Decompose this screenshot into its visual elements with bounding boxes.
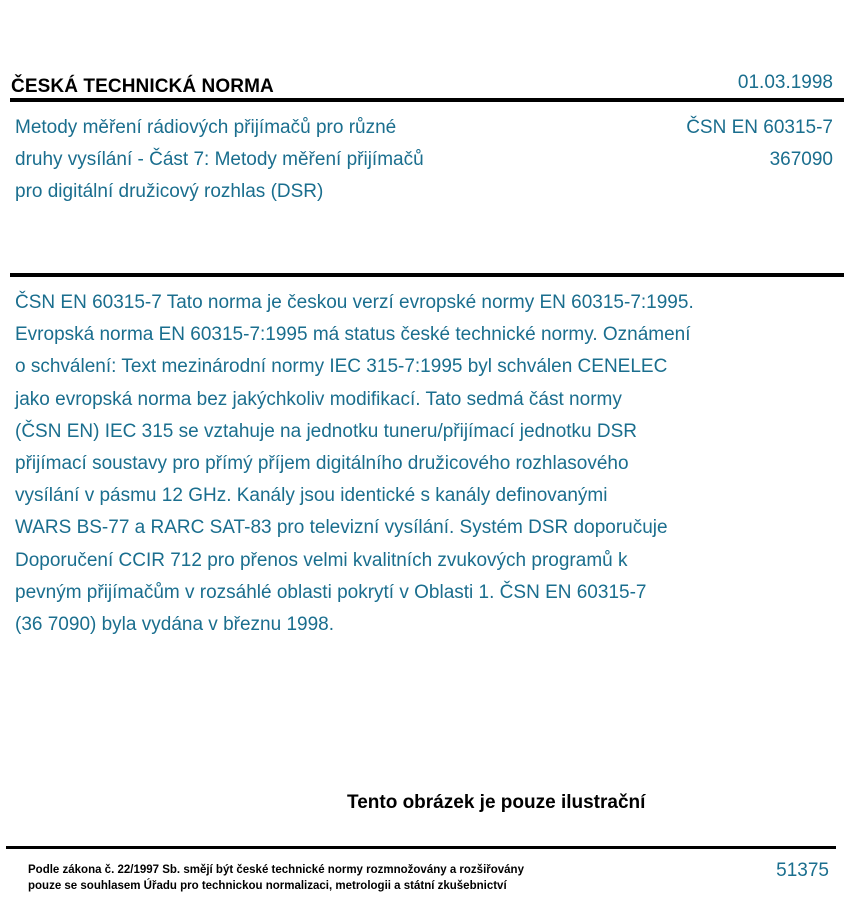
section-rule [10, 273, 844, 277]
abstract-line: přijímací soustavy pro přímý příjem digitálního družicového rozhlasového [15, 453, 629, 475]
title-line-3: pro digitální družicový rozhlas (DSR) [15, 181, 324, 202]
abstract-line: WARS BS-77 a RARC SAT-83 pro televizní vysílání. Systém DSR doporučuje [15, 517, 668, 539]
legal-notice [28, 862, 524, 894]
abstract-line: Evropská norma EN 60315-7:1995 má status české technické normy. Oznámení [15, 324, 691, 346]
standard-number: ČSN EN 60315-7 [686, 117, 833, 138]
legal-line: pouze se souhlasem Úřadu pro technickou normalizaci, metrologii a státní zkušebnictví [28, 880, 507, 892]
title-line-2: druhy vysílání - Část 7: Metody měření přijímačů [15, 149, 424, 170]
abstract [15, 287, 805, 641]
publication-date: 01.03.1998 [737, 72, 833, 93]
header-rule [10, 98, 844, 102]
footer-rule [6, 846, 836, 849]
abstract-line: jako evropská norma bez jakýchkoliv modifikací. Tato sedmá část normy [15, 388, 622, 410]
title-line-1: Metody měření rádiových přijímačů pro různé [15, 117, 397, 138]
abstract-line: pevným přijímačům v rozsáhlé oblasti pokrytí v Oblasti 1. ČSN EN 60315-7 [15, 581, 647, 603]
abstract-line: o schválení: Text mezinárodní normy IEC 315-7:1995 byl schválen CENELEC [15, 356, 668, 378]
illustration-note: Tento obrázek je pouze ilustrační [347, 792, 646, 813]
page-number: 51375 [776, 860, 829, 881]
abstract-line: (36 7090) byla vydána v březnu 1998. [15, 614, 334, 636]
abstract-line: ČSN EN 60315-7 Tato norma je českou verzí evropské normy EN 60315-7:1995. [15, 292, 694, 313]
abstract-line: Doporučení CCIR 712 pro přenos velmi kvalitních zvukových programů k [15, 549, 628, 571]
abstract-line: (ČSN EN) IEC 315 se vztahuje na jednotku tuneru/přijímací jednotku DSR [15, 420, 638, 442]
abstract-line: vysílání v pásmu 12 GHz. Kanály jsou identické s kanály definovanými [15, 485, 608, 507]
classification-code: 367090 [769, 149, 833, 170]
legal-line: Podle zákona č. 22/1997 Sb. smějí být české technické normy rozmnožovány a rozšiřovány [28, 864, 524, 876]
document-type-title: ČESKÁ TECHNICKÁ NORMA [11, 76, 274, 97]
